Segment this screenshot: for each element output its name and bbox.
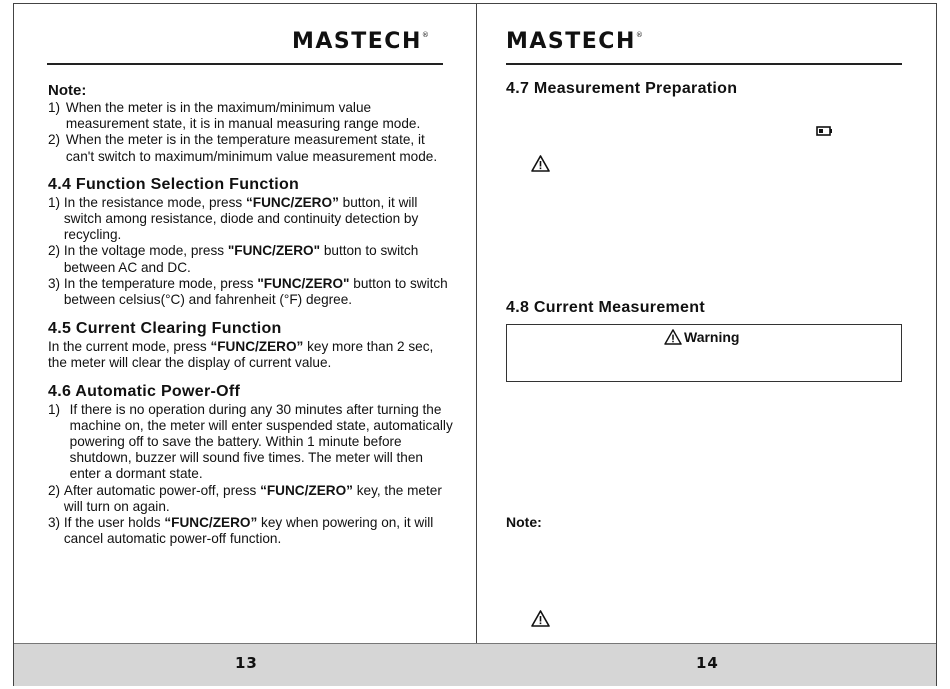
list-item: [48, 132, 453, 164]
item-number: 1): [48, 401, 68, 417]
registered-mark: ®: [421, 31, 431, 39]
list-item: [48, 276, 453, 308]
note-title-right: Note:: [506, 514, 542, 530]
header-rule-right: [506, 63, 902, 65]
item-text: When the meter is in the maximum/minimum value measurement state, it is in manual measuring range mode.: [65, 100, 421, 132]
list-item: [48, 243, 453, 275]
item-text: In the temperature mode, press "FUNC/ZERO" button to switch between celsius(°C) and fahrenheit (°F) degree.: [63, 275, 448, 308]
note-list: [48, 100, 453, 165]
section-heading-4-6: 4.6 Automatic Power-Off: [48, 382, 241, 400]
key-label: “FUNC/ZERO”: [260, 482, 353, 498]
key-label: “FUNC/ZERO”: [164, 515, 258, 531]
warning-triangle-icon: [531, 155, 550, 172]
registered-mark: ®: [635, 31, 645, 39]
function-selection-list: [48, 195, 453, 308]
key-label: "FUNC/ZERO": [257, 275, 350, 291]
page-number-left: 13: [235, 654, 258, 672]
key-label: “FUNC/ZERO”: [245, 194, 339, 210]
current-clearing-paragraph: In the current mode, press “FUNC/ZERO” key more than 2 sec, the meter will clear the display of current value.: [48, 339, 434, 371]
section-heading-4-7: 4.7 Measurement Preparation: [506, 80, 738, 97]
battery-icon: [816, 123, 833, 141]
item-number: 2): [48, 243, 64, 259]
page-divider: [476, 3, 477, 643]
warning-text: Warning: [684, 329, 740, 345]
item-text: In the voltage mode, press "FUNC/ZERO" button to switch between AC and DC.: [63, 243, 419, 275]
item-text: In the resistance mode, press “FUNC/ZERO” button, it will switch among resistance, diode and continuity detection by recycling.: [63, 194, 419, 243]
list-item: [48, 195, 453, 244]
item-text: If there is no operation during any 30 minutes after turning the machine on, the meter will enter suspended state, automatically powering off to save the battery. Within 1 minute before shutdown, buzzer will sound five times. The meter will then enter a dormant state.: [69, 401, 453, 482]
key-label: “FUNC/ZERO”: [210, 339, 304, 355]
section-heading-4-8: 4.8 Current Measurement: [506, 299, 705, 316]
header-rule-left: [47, 63, 443, 65]
logo-text: MASTECH: [506, 29, 636, 54]
item-text: If the user holds “FUNC/ZERO” key when powering on, it will cancel automatic power-off function.: [63, 515, 434, 547]
item-number: 3): [48, 275, 64, 291]
item-number: 3): [48, 515, 64, 531]
item-number: 1): [48, 194, 64, 210]
key-label: "FUNC/ZERO": [227, 243, 321, 259]
list-item: [48, 100, 453, 132]
warning-label: [664, 329, 739, 345]
note-title: Note:: [48, 82, 87, 99]
section-heading-4-4: 4.4 Function Selection Function: [48, 175, 300, 193]
brand-logo-left: [292, 29, 430, 54]
section-heading-4-5: 4.5 Current Clearing Function: [48, 320, 282, 338]
warning-triangle-icon: [664, 329, 682, 345]
list-item: [48, 515, 453, 547]
item-number: 2): [48, 132, 64, 148]
page-footer-bar: [14, 643, 936, 686]
item-number: 2): [48, 482, 64, 498]
left-page-content: [48, 82, 453, 547]
warning-triangle-icon: [531, 610, 550, 627]
item-text: After automatic power-off, press “FUNC/ZERO” key, the meter will turn on again.: [63, 482, 442, 514]
auto-power-off-list: [48, 402, 453, 548]
item-text: When the meter is in the temperature measurement state, it can't switch to maximum/minimum value measurement mode.: [65, 132, 438, 164]
item-number: 1): [48, 100, 64, 115]
list-item: [48, 483, 453, 515]
page-number-right: 14: [696, 654, 719, 672]
logo-text: MASTECH: [292, 29, 422, 54]
list-item: [48, 402, 453, 483]
brand-logo-right: [506, 29, 644, 54]
